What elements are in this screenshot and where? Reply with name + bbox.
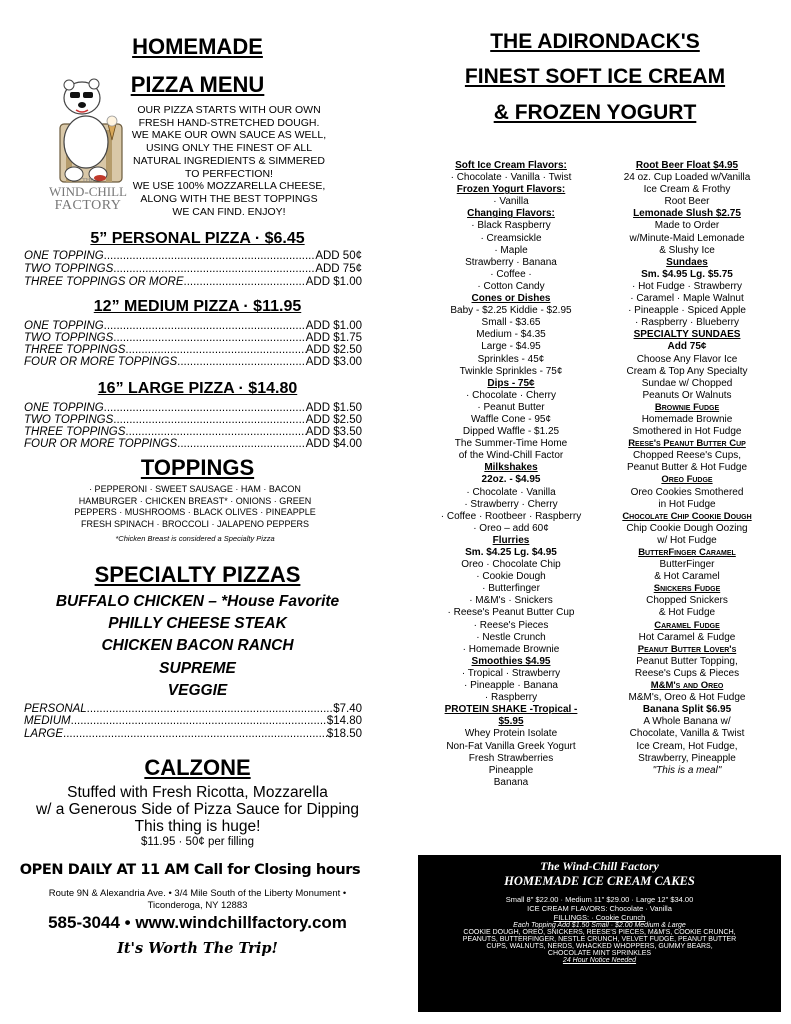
menu-line: Medium - $4.35	[476, 329, 546, 341]
cakes-list: CUPS, WALNUTS, NERDS, WHACKED WHOPPERS, GUMMY BEARS,	[486, 943, 713, 950]
personal-pizza-title: 5” PERSONAL PIZZA · $6.45	[90, 230, 305, 247]
menu-line: Oreo Fudge	[661, 474, 713, 486]
menu-line: Oreo Cookies Smothered	[630, 486, 744, 498]
cakes-sizes: Small 8" $22.00 · Medium 11" $29.00 · Large 12" $34.00	[505, 895, 694, 904]
menu-line: · Maple	[494, 244, 528, 256]
price-row: ONE TOPPING ..... ADD 50¢	[24, 250, 362, 262]
menu-line: Homemade Brownie	[641, 413, 733, 425]
menu-line: · Hot Fudge · Strawberry	[631, 280, 743, 292]
menu-line: w/Minute-Maid Lemonade	[629, 232, 745, 244]
price-row: THREE TOPPINGS ..... ADD $2.50	[24, 344, 362, 356]
cakes-list: PEANUTS, BUTTERFINGER, NESTLE CRUNCH, VELVET FUDGE, PEANUT BUTTER	[462, 936, 737, 943]
menu-line: M&M's, Oreo & Hot Fudge	[628, 692, 746, 704]
cakes-each-topping: Each Topping Add $1.50 Small · $2.00 Medium & Large	[513, 922, 686, 929]
menu-line: · Butterfinger	[482, 583, 540, 595]
phone-website: 585-3044 • www.windchillfactory.com	[48, 913, 347, 932]
menu-line: · Chocolate · Cherry	[465, 389, 557, 401]
logo-the: THE	[82, 178, 94, 184]
calzone-line: w/ a Generous Side of Pizza Sauce for Dipping	[35, 801, 360, 818]
menu-line: · Peanut Butter	[477, 401, 545, 413]
menu-line: Chocolate Chip Cookie Dough	[622, 510, 752, 522]
menu-line: · Vanilla	[493, 196, 529, 208]
price-row: PERSONAL ..... $7.40	[24, 703, 362, 715]
menu-line: Dipped Waffle - $1.25	[462, 426, 560, 438]
toppings-line: HAMBURGER · CHICKEN BREAST* · ONIONS · GREEN	[78, 495, 312, 506]
price-row: ONE TOPPING ..... ADD $1.00	[24, 320, 362, 332]
menu-line: Small - $3.65	[481, 317, 541, 329]
menu-line: · Reese's Peanut Butter Cup	[447, 607, 575, 619]
intro-line: WE MAKE OUR OWN SAUCE AS WELL,	[131, 129, 327, 142]
menu-line: Flurries	[492, 534, 530, 546]
logo-wind-chill: WIND-CHILL	[49, 184, 127, 199]
menu-line: Changing Flavors:	[467, 208, 555, 220]
menu-line: in Hot Fudge	[658, 498, 716, 510]
address-line1: Route 9N & Alexandria Ave. • 3/4 Mile South of the Liberty Monument •	[48, 888, 347, 899]
ice-cream-title-line3: & FROZEN YOGURT	[493, 101, 697, 124]
menu-line: Peanut Butter Lover's	[637, 643, 737, 655]
intro-line: WE USE 100% MOZZARELLA CHEESE,	[132, 180, 326, 193]
calzone-title: CALZONE	[144, 755, 251, 780]
menu-line: Brownie Fudge	[654, 401, 720, 413]
menu-line: · Black Raspberry	[471, 220, 551, 232]
specialty-item: SUPREME	[159, 660, 236, 677]
medium-pizza-title: 12” MEDIUM PIZZA · $11.95	[93, 298, 302, 315]
menu-line: Peanut Butter & Hot Fudge	[626, 462, 748, 474]
calzone-line: This thing is huge!	[134, 818, 261, 835]
price-row: FOUR OR MORE TOPPINGS ..... ADD $3.00	[24, 356, 362, 368]
menu-line: The Summer-Time Home	[454, 438, 568, 450]
menu-line: M&M's and Oreo	[650, 680, 724, 692]
menu-line: Strawberry, Pineapple	[638, 752, 736, 764]
cakes-list: COOKIE DOUGH, OREO, SNICKERS, REESE'S PIECES, M&M'S, COOKIE CRUNCH,	[463, 929, 736, 936]
menu-line: Cones or Dishes	[471, 293, 551, 305]
logo-factory: FACTORY	[54, 198, 122, 213]
intro-line: NATURAL INGREDIENTS & SIMMERED	[133, 154, 325, 167]
cakes-fillings: FILLINGS: · Cookie Crunch	[553, 913, 646, 922]
ice-cream-column-1	[430, 160, 592, 789]
menu-line: Sm. $4.95 Lg. $5.75	[641, 268, 733, 280]
menu-line: Large - $4.95	[481, 341, 541, 353]
price-row: TWO TOPPINGS ..... ADD $1.75	[24, 332, 362, 344]
menu-line: · Homemade Brownie	[462, 643, 560, 655]
menu-line: Waffle Cone - 95¢	[470, 413, 552, 425]
intro-line: OUR PIZZA STARTS WITH OUR OWN	[137, 104, 321, 116]
menu-line: Hot Caramel & Fudge	[638, 631, 736, 643]
menu-line: Soft Ice Cream Flavors:	[455, 160, 567, 171]
intro-line: ALONG WITH THE BEST TOPPINGS	[140, 192, 318, 205]
menu-line: Smoothies $4.95	[471, 655, 551, 667]
address-line2: Ticonderoga, NY 12883	[147, 900, 248, 911]
menu-line: Frozen Yogurt Flavors:	[456, 184, 566, 196]
menu-line: Sundae w/ Chopped	[641, 377, 733, 389]
pizza-menu-column	[0, 0, 395, 1024]
menu-line: · Creamsickle	[480, 232, 542, 244]
cakes-brand: The Wind-Chill Factory	[540, 859, 659, 873]
intro-line: FRESH HAND-STRETCHED DOUGH.	[138, 116, 320, 129]
price-row: LARGE ..... $18.50	[24, 728, 362, 740]
menu-line: Whey Protein Isolate	[464, 728, 558, 740]
menu-line: Milkshakes	[484, 462, 538, 474]
menu-line: Ice Cream, Hot Fudge,	[636, 740, 738, 752]
intro-line: TO PERFECTION!	[185, 167, 273, 180]
menu-line: Pineapple	[488, 764, 534, 776]
ice-cream-title-line2: FINEST SOFT ICE CREAM	[464, 65, 726, 88]
menu-line: Chopped Reese's Cups,	[632, 450, 742, 462]
menu-line: · Strawberry · Cherry	[464, 498, 558, 510]
menu-line: 22oz. - $4.95	[481, 474, 541, 486]
specialty-item: VEGGIE	[167, 682, 228, 699]
ice-cream-title-line1: THE ADIRONDACK'S	[490, 30, 700, 53]
menu-line: · Cotton Candy	[477, 280, 545, 292]
menu-line: & Hot Fudge	[658, 607, 716, 619]
calzone-line: Stuffed with Fresh Ricotta, Mozzarella	[67, 784, 328, 801]
specialty-title: SPECIALTY PIZZAS	[94, 562, 301, 587]
ice-cream-cakes-box	[418, 855, 781, 1012]
menu-line: · Coffee ·	[490, 268, 532, 280]
menu-line: · Pineapple · Banana	[464, 680, 558, 692]
menu-line: Chip Cookie Dough Oozing	[626, 522, 748, 534]
menu-line: & Slushy Ice	[659, 244, 715, 256]
price-row: THREE TOPPINGS OR MORE ..... ADD $1.00	[24, 276, 362, 288]
price-row: THREE TOPPINGS ..... ADD $3.50	[24, 426, 362, 438]
cakes-notice: 24 Hour Notice Needed	[562, 957, 637, 964]
intro-line: WE CAN FIND. ENJOY!	[172, 205, 286, 218]
menu-line: Chocolate, Vanilla & Twist	[629, 728, 745, 740]
cakes-title: HOMEMADE ICE CREAM CAKES	[504, 874, 695, 888]
intro-line: USING ONLY THE FINEST OF ALL	[145, 142, 313, 155]
menu-line: Fresh Strawberries	[468, 752, 554, 764]
toppings-line: PEPPERS · MUSHROOMS · BLACK OLIVES · PINEAPPLE	[74, 507, 316, 518]
toppings-line: FRESH SPINACH · BROCCOLI · JALAPENO PEPPERS	[80, 518, 310, 529]
specialty-item: CHICKEN BACON RANCH	[101, 637, 294, 654]
menu-line: · Coffee · Rootbeer · Raspberry	[440, 510, 582, 522]
menu-line: · Raspberry	[484, 692, 538, 704]
specialty-item: PHILLY CHEESE STEAK	[108, 615, 287, 632]
tagline: It's Worth The Trip!	[117, 940, 278, 957]
menu-line: · Oreo – add 60¢	[473, 522, 549, 534]
menu-line: · Reese's Pieces	[473, 619, 549, 631]
specialty-item: BUFFALO CHICKEN – *House Favorite	[55, 593, 340, 610]
menu-line: · Tropical · Strawberry	[461, 667, 561, 679]
menu-line: · Chocolate · Vanilla · Twist	[450, 172, 572, 184]
menu-line: ButterFinger	[659, 559, 715, 571]
ice-cream-column-2	[600, 160, 774, 777]
menu-line: Caramel Fudge	[654, 619, 720, 631]
toppings-line: · PEPPERONI · SWEET SAUSAGE · HAM · BACON	[89, 484, 301, 494]
menu-line: SPECIALTY SUNDAES	[633, 329, 741, 341]
menu-line: w/ Hot Fudge	[657, 534, 717, 546]
price-row: TWO TOPPINGS ..... ADD 75¢	[24, 263, 362, 275]
menu-line: Lemonade Slush $2.75	[633, 208, 741, 220]
menu-line: Ice Cream & Frothy	[643, 184, 731, 196]
menu-line: Sprinkles - 45¢	[477, 353, 545, 365]
menu-line: $5.95	[498, 716, 524, 728]
menu-line: Peanut Butter Topping,	[636, 655, 738, 667]
toppings-title: TOPPINGS	[140, 455, 255, 480]
menu-line: · Chocolate · Vanilla	[466, 486, 556, 498]
menu-line: PROTEIN SHAKE -Tropical -	[444, 704, 578, 716]
price-row: MEDIUM ..... $14.80	[24, 715, 362, 727]
large-pizza-title: 16” LARGE PIZZA · $14.80	[97, 380, 298, 397]
open-hours: OPEN DAILY AT 11 AM Call for Closing hours	[19, 862, 361, 878]
toppings-list	[40, 484, 350, 545]
price-row: FOUR OR MORE TOPPINGS ..... ADD $4.00	[24, 438, 362, 450]
menu-line: Banana Split $6.95	[642, 704, 732, 716]
menu-line: Non-Fat Vanilla Greek Yogurt	[446, 740, 576, 752]
menu-line: · Nestle Crunch	[476, 631, 546, 643]
menu-line: · Pineapple · Spiced Apple	[628, 305, 746, 317]
menu-line: Banana	[493, 776, 529, 788]
menu-line: Root Beer	[664, 196, 710, 208]
menu-line: Sm. $4.25 Lg. $4.95	[465, 547, 557, 558]
calzone-price: $11.95 · 50¢ per filling	[141, 836, 254, 848]
menu-line: Snickers Fudge	[653, 583, 721, 595]
menu-line: of the Wind-Chill Factor	[458, 450, 564, 462]
menu-line: Baby - $2.25 Kiddie - $2.95	[450, 305, 572, 317]
menu-line: Twinkle Sprinkles - 75¢	[459, 365, 563, 377]
menu-line: Made to Order	[654, 220, 720, 232]
menu-line: Choose Any Flavor Ice	[636, 353, 738, 365]
menu-line: "This is a meal"	[652, 764, 722, 776]
menu-line: Cream & Top Any Specialty	[626, 365, 748, 377]
price-row: TWO TOPPINGS ..... ADD $2.50	[24, 414, 362, 426]
menu-line: Add 75¢	[667, 341, 707, 353]
menu-line: Oreo · Chocolate Chip	[461, 559, 561, 571]
menu-line: Chopped Snickers	[646, 595, 728, 607]
menu-line: Strawberry · Banana	[465, 256, 557, 268]
menu-line: Reese's Peanut Butter Cup	[628, 438, 746, 450]
menu-line: Dips - 75¢	[487, 377, 535, 389]
pizza-title-line1: HOMEMADE	[132, 34, 263, 59]
menu-line: ButterFinger Caramel	[638, 547, 736, 558]
menu-line: Peanuts Or Walnuts	[642, 389, 732, 401]
menu-line: & Hot Caramel	[654, 571, 720, 583]
menu-line: · Caramel · Maple Walnut	[630, 293, 744, 305]
cakes-flavors: ICE CREAM FLAVORS: Chocolate · Vanilla	[527, 904, 672, 913]
menu-line: · Cookie Dough	[476, 571, 546, 583]
pizza-title-line2: PIZZA MENU	[130, 72, 265, 97]
menu-line: Sundaes	[666, 256, 708, 268]
price-row: ONE TOPPING ..... ADD $1.50	[24, 402, 362, 414]
menu-line: Smothered in Hot Fudge	[632, 426, 742, 438]
pizza-intro	[120, 104, 338, 218]
menu-line: Reese's Cups & Pieces	[634, 667, 740, 679]
cakes-list: CHOCOLATE MINT SPRINKLES	[547, 950, 652, 957]
menu-line: Root Beer Float $4.95	[635, 160, 739, 171]
toppings-note: *Chicken Breast is considered a Specialty Pizza	[115, 534, 275, 544]
menu-line: 24 oz. Cup Loaded w/Vanilla	[623, 172, 751, 184]
menu-line: A Whole Banana w/	[643, 716, 731, 728]
menu-line: · Raspberry · Blueberry	[635, 317, 739, 329]
menu-line: · M&M's · Snickers	[469, 595, 553, 607]
